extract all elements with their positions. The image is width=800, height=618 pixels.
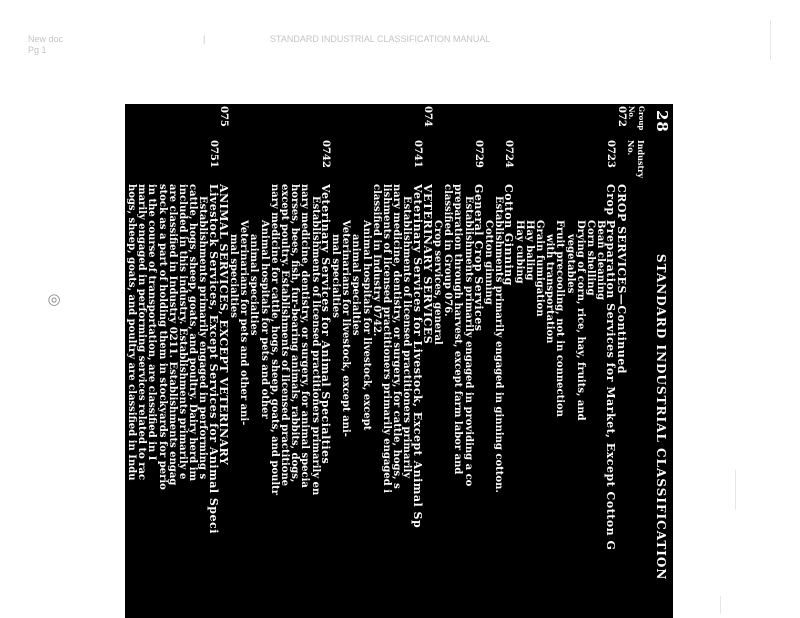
entry-text: classified in Industry 0742. <box>370 184 382 337</box>
list-item <box>513 104 525 618</box>
list-item <box>166 104 178 618</box>
entry-text: mal specialties <box>228 234 239 318</box>
list-item <box>319 104 331 618</box>
industry-code: 0729 <box>472 140 484 168</box>
list-item <box>186 104 198 618</box>
scanned-page <box>125 104 673 618</box>
entry-text: horses, bees, fish, fur-bearing animals, rabbits, dogs, <box>289 184 301 483</box>
entry-text: General Crop Services <box>471 184 485 332</box>
entry-text: except poultry. Establishments of licensed practitione <box>279 184 290 487</box>
classification-list <box>125 104 647 618</box>
list-item <box>390 104 402 618</box>
list-item <box>288 104 300 618</box>
list-item <box>472 104 484 618</box>
running-head <box>649 104 671 618</box>
entry-text: Animal hospitals for livestock, except <box>360 220 372 431</box>
list-item <box>268 104 280 618</box>
list-item <box>196 104 208 618</box>
list-item <box>594 104 606 618</box>
entry-text: hogs, sheep, goats, and poultry are classified in Indu <box>126 184 137 481</box>
entry-text: animal specialties <box>350 234 362 336</box>
list-item <box>492 104 504 618</box>
list-item <box>237 104 249 618</box>
entry-text: preparation through harvest, except farm labor and <box>452 184 464 475</box>
entry-text: nary medicine, dentistry, or surgery, for animal specia <box>299 184 311 488</box>
group-code: 074 <box>421 106 433 127</box>
list-item <box>360 104 372 618</box>
entry-text: mal specialties <box>330 234 341 318</box>
group-code: 072 <box>615 106 627 127</box>
entry-text: animal specialties <box>248 234 260 336</box>
entry-text: Livestock Services, Except Services for Animal Speci <box>206 184 220 534</box>
entry-text: Hay baling <box>523 220 535 281</box>
list-item <box>543 104 555 618</box>
entry-text: Cotton ginning <box>483 220 494 305</box>
list-item <box>258 104 270 618</box>
industry-code: No. <box>625 140 636 156</box>
group-code: 075 <box>217 106 229 127</box>
scan-edge-mark <box>720 596 721 614</box>
rotated-page-content <box>125 104 673 618</box>
entry-text: Drying of corn, rice, hay, fruits, and <box>574 220 586 421</box>
industry-code: 0724 <box>503 140 515 168</box>
entry-text: Crop Preparation Services for Market, Except Cotton G <box>604 184 618 551</box>
list-item <box>553 104 565 618</box>
industry-code: 0742 <box>319 140 331 168</box>
scan-edge-mark <box>770 20 771 60</box>
entry-text: Establishments primarily engaged in ginning cotton. <box>493 196 505 493</box>
entry-text: Veterinary Services for Animal Specialties <box>318 184 332 465</box>
group-code: Group <box>637 106 646 131</box>
scan-header-left-sub: Pg 1 <box>28 45 47 55</box>
entry-text: Hay cubing <box>513 220 525 284</box>
list-item <box>349 104 361 618</box>
scan-header-title: STANDARD INDUSTRIAL CLASSIFICATION MANUAL <box>270 34 491 44</box>
entry-text: classified in Group 076. <box>442 184 454 317</box>
entry-text: Veterinarians for livestock, except ani- <box>340 220 352 437</box>
scan-header-tick: | <box>203 34 206 44</box>
entry-text: Cotton Ginning <box>502 184 516 286</box>
list-item <box>298 104 310 618</box>
entry-text: Establishments primarily engaged in providing a co <box>462 196 474 487</box>
entry-text: CROP SERVICES—Continued <box>614 184 628 374</box>
entry-text: Veterinarians for pets and other ani- <box>238 220 250 426</box>
entry-text: marily engaged in performing services related to rac <box>136 184 148 481</box>
entry-text: in the course of transportation, are classified in I <box>146 184 158 461</box>
industry-code: 0723 <box>605 140 617 168</box>
list-item <box>451 104 463 618</box>
entry-text: Fruit precooling, not in connection <box>554 220 566 417</box>
entry-text: are classified in Industry 0211. Establishments engag <box>166 184 178 486</box>
entry-text: stock as a part of holding them in stockyards for perio <box>156 184 168 490</box>
entry-text: Corn shelling <box>585 220 596 296</box>
entry-text: Veterinary Services for Livestock, Except Animal Sp <box>410 184 424 529</box>
entry-text: Establishments of licensed practitioners primarily en <box>309 196 321 496</box>
list-item <box>564 104 576 618</box>
list-item <box>411 104 423 618</box>
entry-text: vegetables <box>564 234 576 294</box>
list-item <box>462 104 474 618</box>
entry-text: nary medicine, dentistry, or surgery, for cattle, hogs, s <box>391 184 403 489</box>
entry-text: Establishments of licensed practitioners primarily <box>401 196 413 479</box>
list-item <box>135 104 147 618</box>
list-item <box>523 104 535 618</box>
list-item <box>339 104 351 618</box>
entry-text: Animal hospitals for pets and other <box>258 220 270 419</box>
list-item <box>441 104 453 618</box>
list-item <box>370 104 382 618</box>
entry-text: Bean cleaning <box>595 220 607 301</box>
list-item <box>156 104 168 618</box>
entry-text: Grain fumigation <box>534 220 545 317</box>
entry-text: Establishments primarily engaged in performing s <box>197 196 209 480</box>
industry-code: 0751 <box>207 140 219 168</box>
list-item <box>145 104 157 618</box>
list-item <box>207 104 219 618</box>
industry-code: 0741 <box>411 140 423 168</box>
entry-text: ANIMAL SERVICES, EXCEPT VETERINARY <box>216 184 230 466</box>
entry-text: nary medicine for cattle, hogs, sheep, goats, and poultr <box>268 184 280 496</box>
list-item <box>400 104 412 618</box>
entry-text: with transportation <box>544 234 556 344</box>
list-item <box>125 104 137 618</box>
scan-smudge-icon: ◎ <box>47 290 61 308</box>
list-item <box>574 104 586 618</box>
list-item <box>309 104 321 618</box>
scan-header <box>28 34 491 55</box>
entry-text: Crop services, general <box>432 220 443 345</box>
list-item <box>604 104 616 618</box>
entry-text: cattle, hogs, sheep, goats, and poultry. Dairy herd im <box>187 184 199 482</box>
industry-code: Industry <box>636 140 646 179</box>
list-item <box>247 104 259 618</box>
scan-edge-mark <box>735 470 736 510</box>
page-number: 28 <box>653 110 671 133</box>
entry-text: lishments of licensed practitioners primarily engaged i <box>381 184 392 494</box>
entry-text: VETERINARY SERVICES <box>420 184 434 345</box>
scan-header-left: New doc <box>28 34 64 44</box>
list-item <box>502 104 514 618</box>
entry-text: included in this industry. Establishments primarily e <box>177 184 188 480</box>
group-code: No. <box>626 106 636 120</box>
running-head-title: STANDARD INDUSTRIAL CLASSIFICATION <box>654 254 668 581</box>
